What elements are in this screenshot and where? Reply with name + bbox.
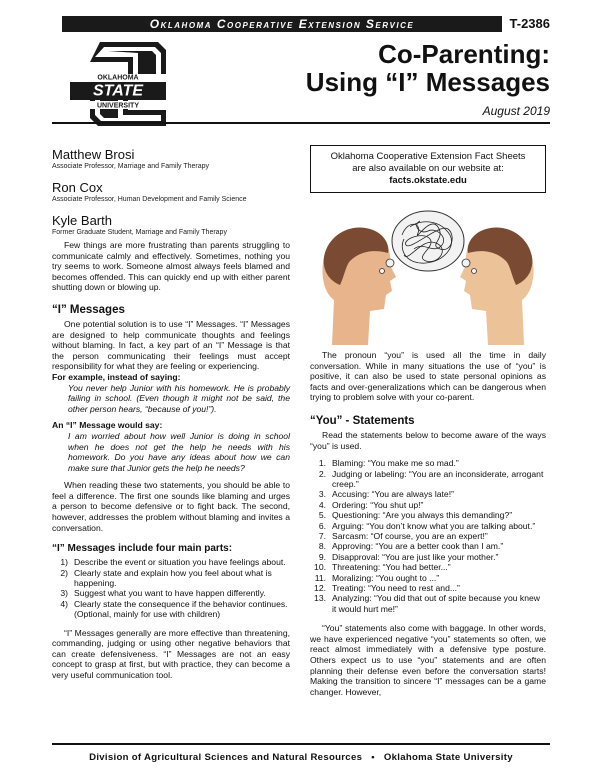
footer-university: Oklahoma State University: [383, 752, 513, 763]
page-title: [175, 40, 550, 96]
list-item: 11. Moralizing: “You ought to ...”: [314, 572, 440, 583]
effective-paragraph: “I” Messages generally are more effective than threatening, commanding, judging or using other negative behaviors that can create defensiveness. “I” Messages are not an easy concept to grasp at first, but with practice, they can become a very useful communication tool.: [52, 627, 290, 681]
publication-date: August 2019: [482, 104, 550, 118]
header-rule: [52, 122, 550, 124]
author-role: Associate Professor, Human Development and Family Science: [52, 196, 247, 203]
list-item: 9. Disapproval: “You are just like your mother.”: [318, 551, 499, 562]
header-band: Oklahoma Cooperative Extension Service: [62, 16, 502, 32]
author-2: [52, 180, 302, 204]
info-line-1: Oklahoma Cooperative Extension Fact Sheets: [330, 151, 526, 162]
list-item: 7. Sarcasm: “Of course, you are an expert!”: [318, 531, 488, 541]
you-paragraph: The pronoun “you” is used all the time in daily conversation. While in many situations the use of “you” is positive, it can also be used to state personal opinions as facts and over-generalizations which can be dangerous when trying to problem solve with your co-parent.: [310, 350, 546, 403]
bubble-dot: [472, 269, 477, 274]
left-column: [52, 240, 290, 681]
list-item: 12. Treating: “You need to rest and...”: [314, 583, 460, 594]
read-paragraph: Read the statements below to become aware of the ways “you” is used.: [310, 429, 546, 451]
logo-text-top: OKLAHOMA: [97, 74, 139, 82]
list-item: 2. Judging or labeling: “You are an inconsiderate, arrogant creep.”: [318, 468, 544, 489]
osu-logo: [68, 38, 168, 130]
example-quote: You never help Junior with his homework. He is probably failing in school. (Even though it might not be said, the other person hears, “because of you!”).: [68, 382, 290, 414]
info-line-2: are also available on our website at:: [352, 163, 504, 174]
list-item: 6. Arguing: “You don’t know what you are talking about.”: [318, 520, 536, 531]
i-message-quote: I am worried about how well Junior is doing in school when he does not get the help he needs with his homework. Do you have any ideas about how we can make sure that Junior gets the help he needs?: [68, 430, 290, 473]
list-item: 5. Questioning: “Are you always this demanding?”: [318, 510, 513, 521]
fact-sheet-number: T-2386: [509, 16, 550, 31]
list-item: 1. Blaming: “You make me so mad.”: [318, 458, 459, 469]
heading-you-statements: “You” - Statements: [310, 414, 415, 427]
you-statements-list: [310, 458, 546, 614]
heading-four-parts: “I” Messages include four main parts:: [52, 543, 233, 555]
list-item: 4. Ordering: “You shut up!”: [318, 499, 424, 510]
parts-list: [52, 557, 290, 619]
author-role: Associate Professor, Marriage and Family Therapy: [52, 163, 210, 170]
footer-division: Division of Agricultural Sciences and Natural Resources: [89, 752, 363, 763]
i-message-label: An “I” Message would say:: [52, 420, 163, 431]
heading-i-messages: “I” Messages: [52, 303, 125, 316]
author-name: Ron Cox: [52, 180, 103, 195]
list-item: 8. Approving: “You are a better cook than I am.”: [318, 541, 504, 552]
author-name: Kyle Barth: [52, 213, 112, 228]
logo-text-bot: UNIVERSITY: [96, 102, 140, 110]
info-box: [310, 145, 546, 193]
website-link[interactable]: facts.okstate.edu: [389, 175, 467, 186]
title-line-2: Using “I” Messages: [305, 67, 550, 97]
illustration: [310, 205, 546, 345]
right-column: [310, 350, 546, 697]
authors-block: [52, 147, 302, 237]
list-item: 3) Suggest what you want to have happen differently.: [60, 588, 266, 599]
author-role: Former Graduate Student, Marriage and Family Therapy: [52, 229, 227, 236]
example-label: For example, instead of saying:: [52, 371, 181, 382]
list-item: 1) Describe the event or situation you have feelings about.: [60, 557, 286, 568]
bubble-dot: [380, 269, 385, 274]
intro-paragraph: Few things are more frustrating than parents struggling to communicate calmly and effectively. Sometimes, nothing you try seems to work. Someone almost always feels blamed and becomes offended. This can quickly end up with either parent shutting down or blowing up.: [52, 240, 290, 293]
footer-separator: •: [371, 752, 375, 763]
author-name: Matthew Brosi: [52, 147, 135, 162]
i-messages-paragraph: One potential solution is to use “I” Messages. “I” Messages are designed to help communicate thoughts and feelings without blaming. In fact, a key part of an “I” Message is that the person communicating their feelings must accept responsibility for what they are feeling or experiencing.: [52, 318, 290, 372]
list-item: 3. Accusing: “You are always late!”: [318, 489, 454, 500]
footer-rule: [52, 743, 550, 745]
author-1: [52, 147, 302, 171]
baggage-paragraph: “You” statements also come with baggage. In other words, we have experienced negative “you” statements so often, we react almost immediately with a defensive type posture. Others expect us to use “you” statements and are often planning their defense even before the conversation starts! Making the transition to sincere “I” messages can be a game changer. However,: [310, 623, 546, 697]
author-3: [52, 213, 302, 237]
list-item: 13. Analyzing: “You did that out of spite because you knew it would hurt me!”: [314, 593, 540, 614]
bubble-dot: [462, 259, 470, 267]
title-line-1: Co-Parenting:: [378, 39, 550, 69]
bubble-dot: [386, 259, 394, 267]
compare-paragraph: When reading these two statements, you should be able to feel a difference. The first one sounds like blaming and urges a person to become defensive or to fight back. The second, however, addresses the problem without blaming and invites a conversation.: [52, 480, 290, 533]
list-item: 2) Clearly state and explain how you feel about what is happening.: [60, 567, 272, 589]
footer: [52, 752, 550, 763]
list-item: 10. Threatening: “You had better...”: [314, 562, 451, 573]
logo-text-mid: STATE: [92, 82, 144, 100]
list-item: 4) Clearly state the consequence if the behavior continues. (Optional, mainly for use with children): [60, 598, 288, 620]
